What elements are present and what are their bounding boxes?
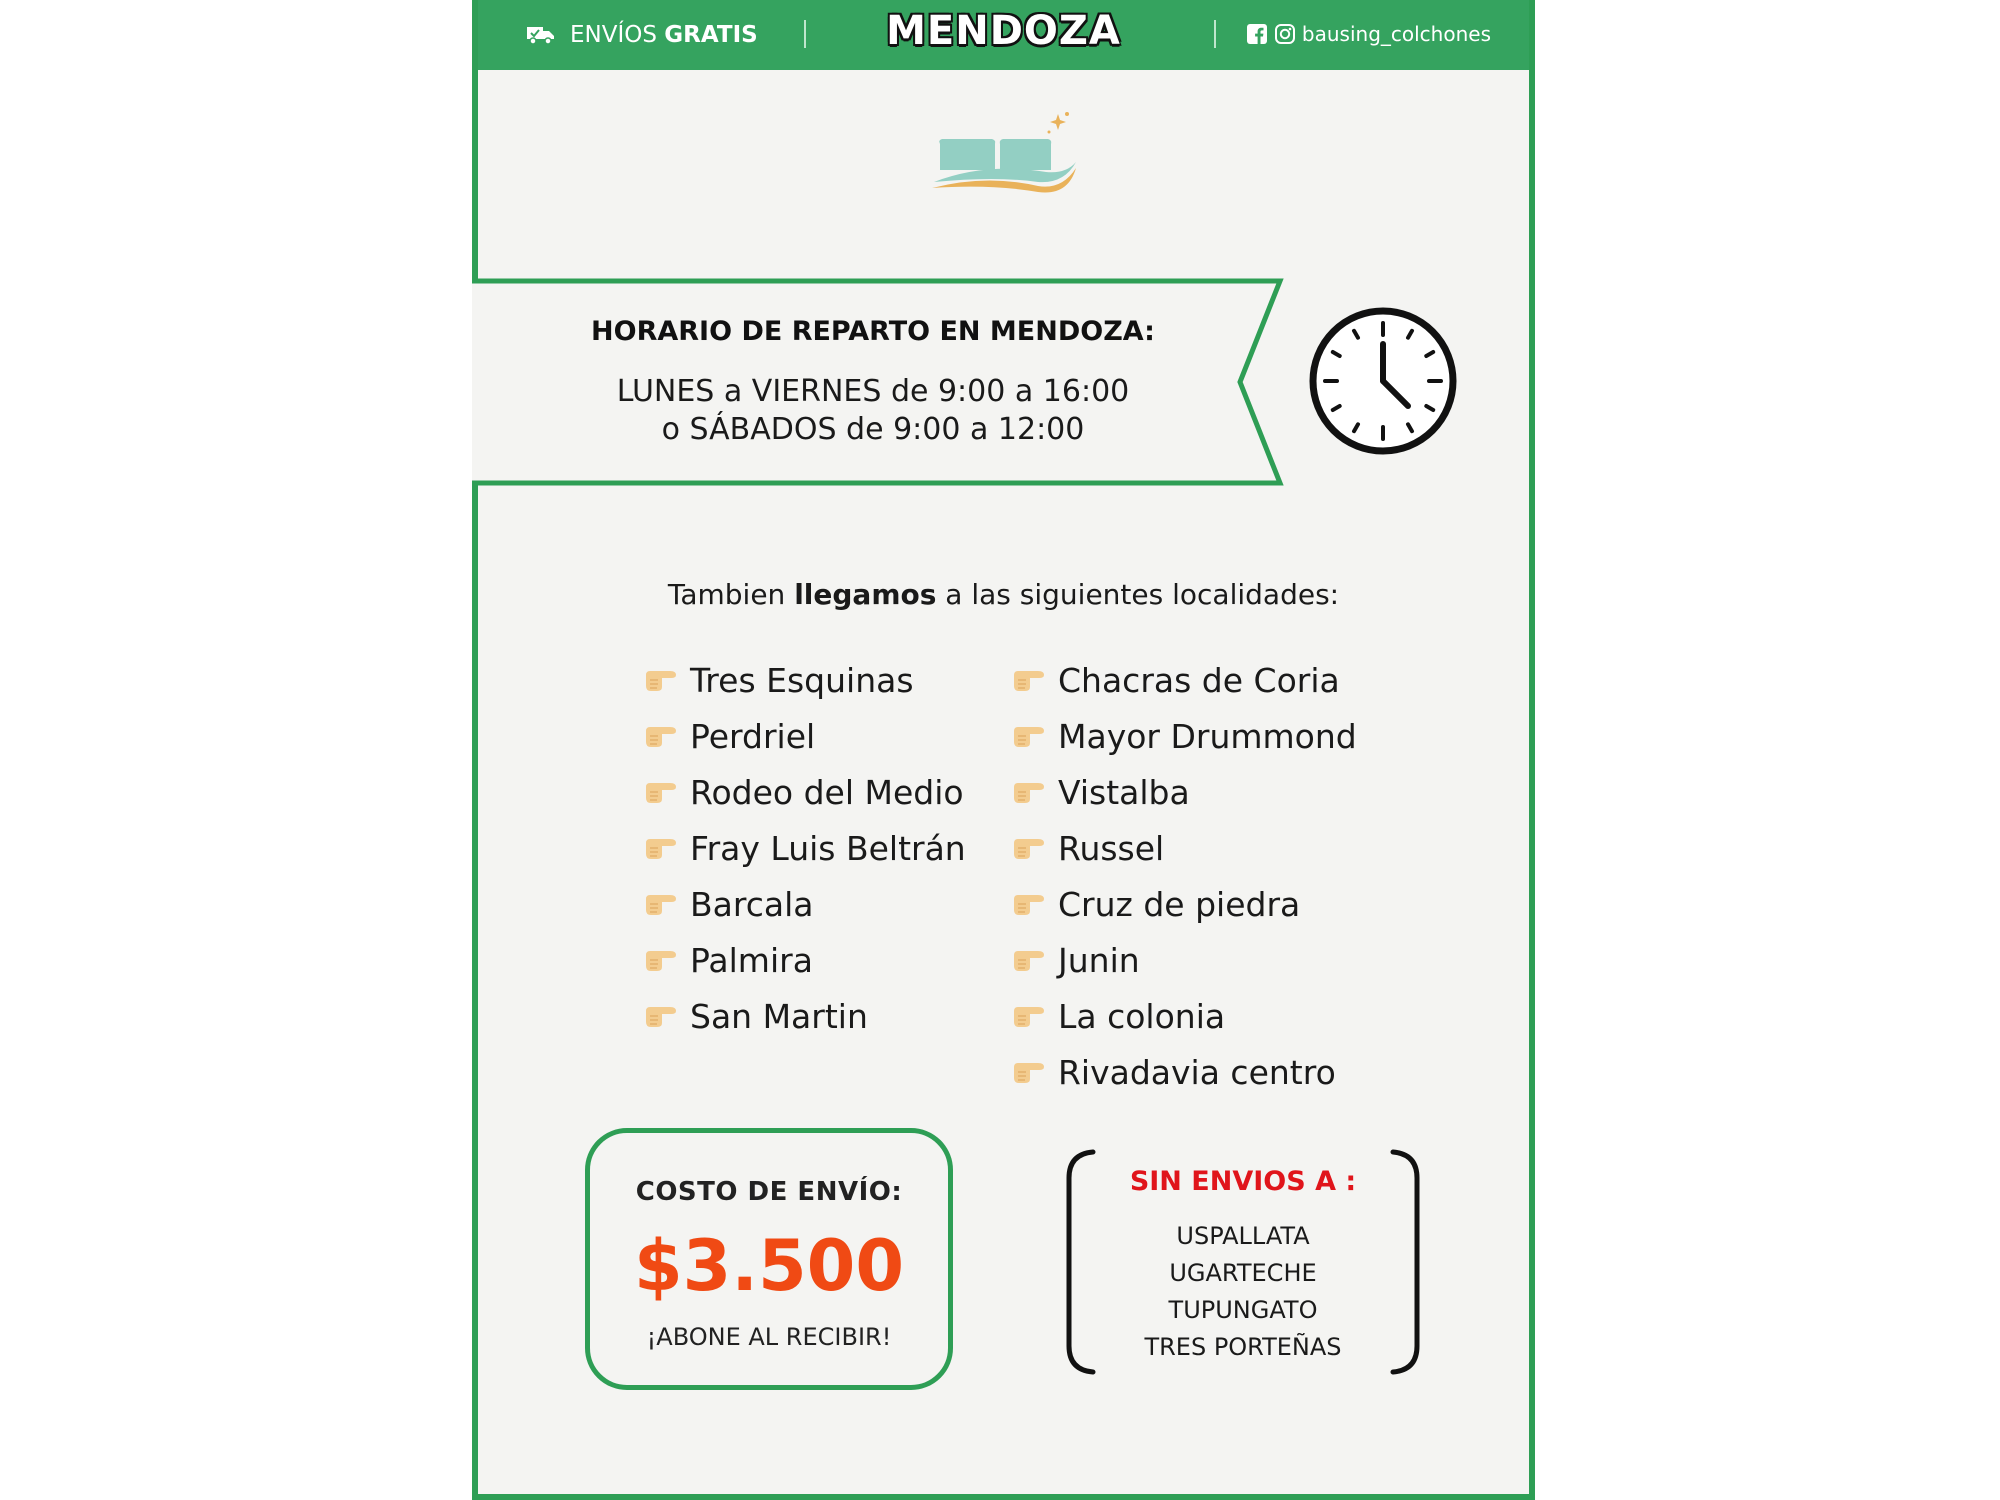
pointing-hand-icon: [1012, 667, 1046, 693]
clock-icon: [1308, 306, 1458, 456]
locality-name: Junin: [1058, 940, 1140, 980]
locality-name: Palmira: [690, 940, 813, 980]
locality-name: Mayor Drummond: [1058, 716, 1357, 756]
list-item: [1012, 876, 1357, 932]
shipping-cost-label: COSTO DE ENVÍO:: [635, 1177, 903, 1207]
pointing-hand-icon: [1012, 1059, 1046, 1085]
locality-name: Vistalba: [1058, 772, 1190, 812]
no-shipping-place: USPALLATA: [1176, 1222, 1310, 1250]
list-item: [1012, 988, 1357, 1044]
no-shipping-place: UGARTECHE: [1169, 1259, 1317, 1287]
list-item: [1012, 652, 1357, 708]
no-shipping-box: [1063, 1148, 1423, 1376]
locality-name: Rivadavia centro: [1058, 1052, 1336, 1092]
locality-name: Rodeo del Medio: [690, 772, 964, 812]
facebook-icon[interactable]: [1246, 23, 1268, 45]
locality-name: Chacras de Coria: [1058, 660, 1340, 700]
list-item: [1012, 708, 1357, 764]
bed-logo-icon: [926, 104, 1086, 194]
locality-name: Barcala: [690, 884, 814, 924]
pointing-hand-icon: [1012, 723, 1046, 749]
list-item: [644, 988, 966, 1044]
list-item: [644, 708, 966, 764]
pointing-hand-icon: [644, 947, 678, 973]
pointing-hand-icon: [644, 891, 678, 917]
page-title: MENDOZA: [886, 8, 1121, 54]
list-item: [644, 652, 966, 708]
shipping-cost-note: ¡ABONE AL RECIBIR!: [646, 1323, 892, 1351]
divider: [1214, 20, 1216, 48]
list-item: [1012, 1044, 1357, 1100]
intro-text: Tambien: [667, 578, 795, 611]
locality-name: La colonia: [1058, 996, 1226, 1036]
list-item: [644, 876, 966, 932]
pointing-hand-icon: [1012, 835, 1046, 861]
list-item: [1012, 932, 1357, 988]
locality-name: Cruz de piedra: [1058, 884, 1301, 924]
schedule-text: [478, 278, 1268, 486]
pointing-hand-icon: [644, 779, 678, 805]
list-item: [1012, 820, 1357, 876]
pointing-hand-icon: [644, 835, 678, 861]
social-handle[interactable]: bausing_colchones: [1301, 22, 1491, 46]
top-bar: [478, 0, 1529, 70]
localities-left-column: [644, 652, 966, 1044]
list-item: [1012, 764, 1357, 820]
shipping-cost-box: [585, 1128, 953, 1390]
intro-text: a las siguientes localidades:: [936, 578, 1340, 611]
schedule-title: HORARIO DE REPARTO EN MENDOZA:: [591, 316, 1155, 347]
no-shipping-title: SIN ENVIOS A :: [1129, 1166, 1357, 1197]
pointing-hand-icon: [1012, 779, 1046, 805]
pointing-hand-icon: [644, 667, 678, 693]
schedule-saturday: o SÁBADOS de 9:00 a 12:00: [661, 412, 1085, 447]
flyer: [472, 0, 1535, 1500]
localities-right-column: [1012, 652, 1357, 1100]
instagram-icon[interactable]: [1274, 23, 1296, 45]
no-shipping-place: TRES PORTEÑAS: [1144, 1333, 1342, 1361]
localities-intro: [478, 578, 1529, 611]
locality-name: San Martin: [690, 996, 868, 1036]
no-shipping-place: TUPUNGATO: [1168, 1296, 1318, 1324]
locality-name: Russel: [1058, 828, 1165, 868]
pointing-hand-icon: [1012, 947, 1046, 973]
schedule-weekdays: LUNES a VIERNES de 9:00 a 16:00: [616, 374, 1130, 409]
locality-name: Fray Luis Beltrán: [690, 828, 966, 868]
shipping-cost-price: $3.500: [633, 1225, 905, 1307]
pointing-hand-icon: [1012, 891, 1046, 917]
shipping-bold: GRATIS: [664, 22, 758, 48]
locality-name: Tres Esquinas: [690, 660, 914, 700]
pointing-hand-icon: [644, 1003, 678, 1029]
pointing-hand-icon: [644, 723, 678, 749]
intro-bold: llegamos: [794, 578, 937, 611]
list-item: [644, 932, 966, 988]
shipping-prefix: ENVÍOS: [570, 22, 657, 48]
social-links: [1246, 22, 1491, 46]
locality-name: Perdriel: [690, 716, 816, 756]
list-item: [644, 820, 966, 876]
list-item: [644, 764, 966, 820]
pointing-hand-icon: [1012, 1003, 1046, 1029]
